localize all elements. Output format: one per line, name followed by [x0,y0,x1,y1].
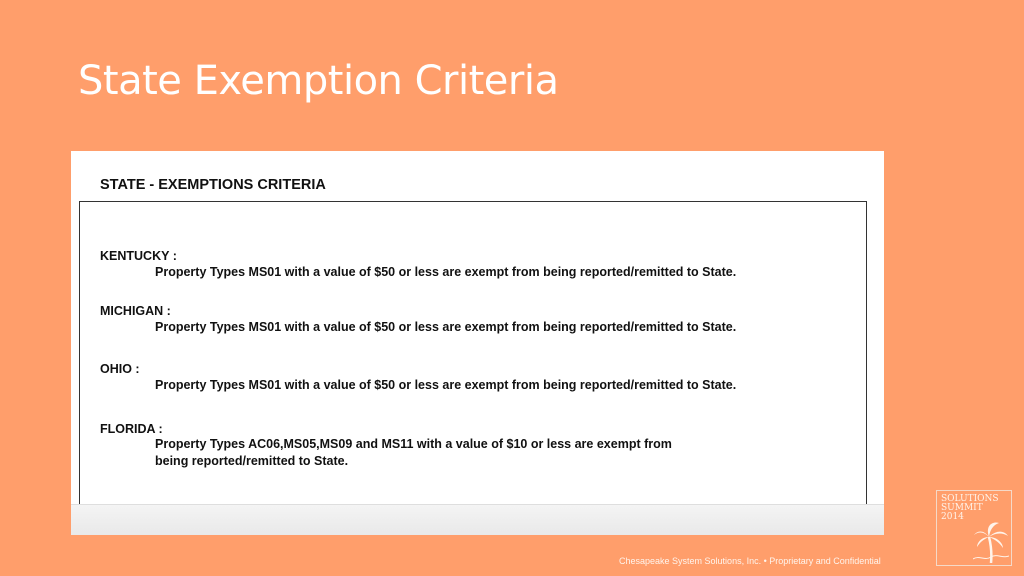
logo-text [941,495,999,522]
criteria-box [79,201,867,506]
solutions-summit-logo [936,490,1012,566]
screenshot-footer-strip [71,504,884,535]
slide-title: State Exemption Criteria [78,58,559,104]
state-rule-michigan: Property Types MS01 with a value of $50 or less are exempt from being reported/remitted to State. [155,320,737,334]
state-label-michigan: MICHIGAN : [100,304,171,318]
state-label-florida: FLORIDA : [100,422,163,436]
state-rule-ohio: Property Types MS01 with a value of $50 or less are exempt from being reported/remitted to State. [155,378,737,392]
logo-line-3: 2014 [941,512,964,522]
panel-heading: STATE - EXEMPTIONS CRITERIA [100,177,326,193]
state-label-kentucky: KENTUCKY : [100,249,177,263]
state-rule-kentucky: Property Types MS01 with a value of $50 or less are exempt from being reported/remitted to State. [155,265,737,279]
slide-footer: Chesapeake System Solutions, Inc. • Proprietary and Confidential [619,556,881,566]
logo-line-1: SOLUTIONS [941,494,999,504]
palm-tree-icon [973,519,1009,563]
logo-line-2: SUMMIT [941,503,983,513]
state-label-ohio: OHIO : [100,362,140,376]
state-rule-florida-line2: being reported/remitted to State. [155,454,349,468]
criteria-screenshot [71,151,884,535]
state-rule-florida-line1: Property Types AC06,MS05,MS09 and MS11 with a value of $10 or less are exempt from [155,437,672,451]
